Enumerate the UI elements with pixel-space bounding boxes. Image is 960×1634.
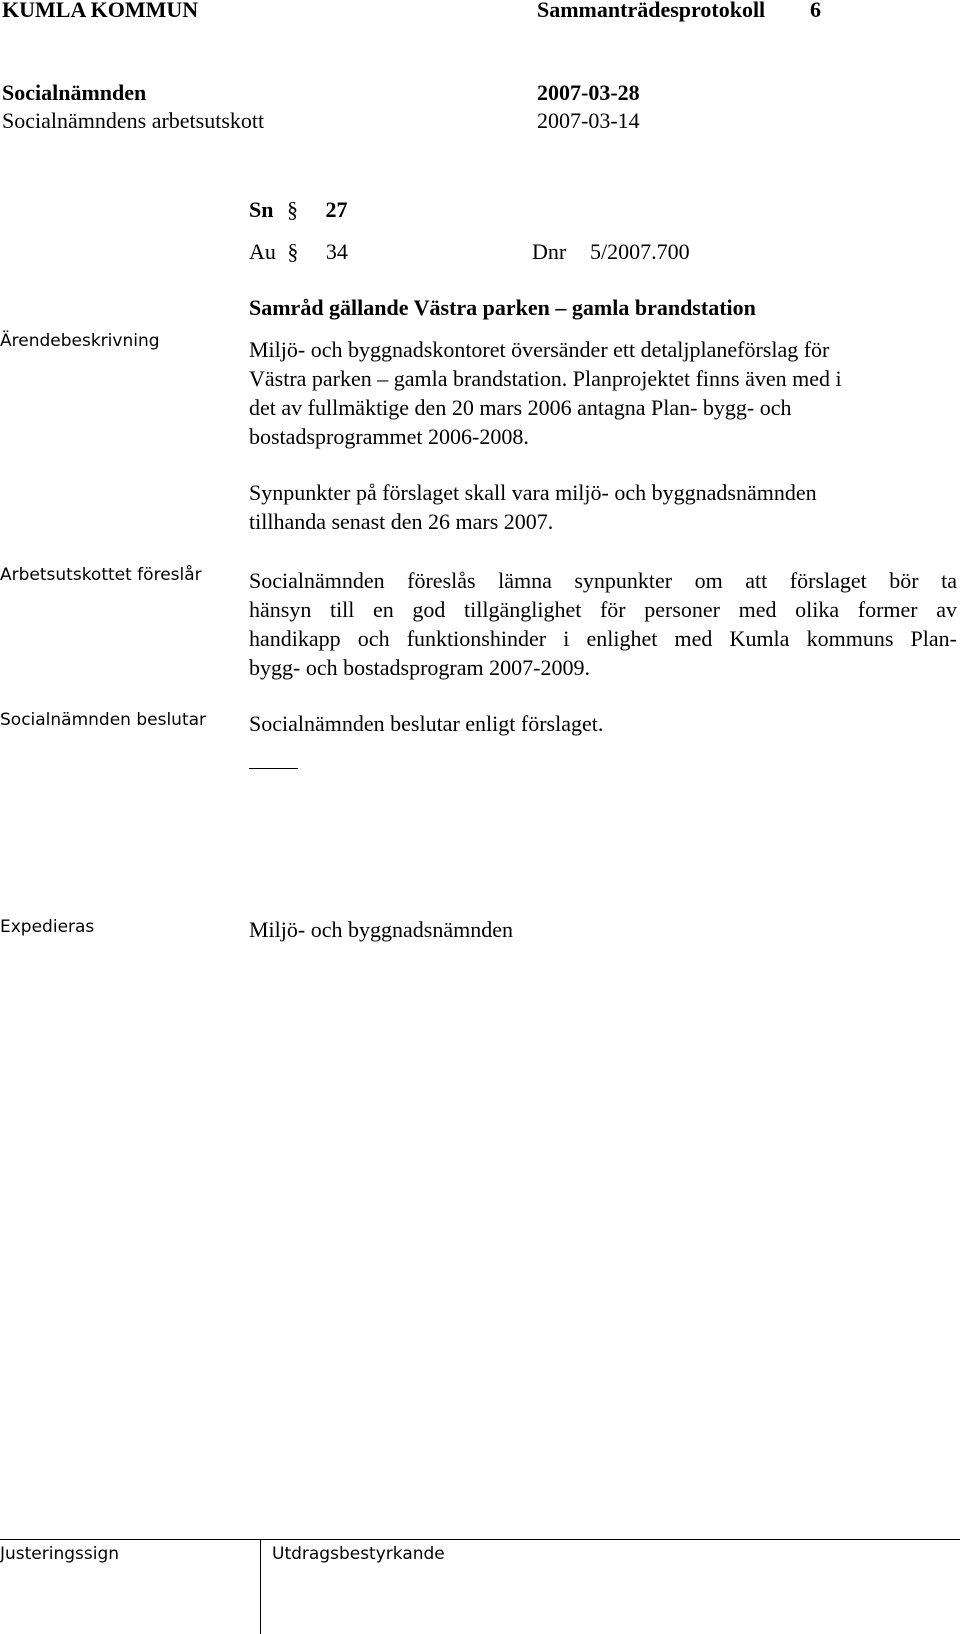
sn-number: 27 (325, 197, 348, 222)
expedieras-recipient: Miljö- och byggnadsnämnden (249, 917, 513, 942)
subcommittee-name: Socialnämndens arbetsutskott (2, 108, 265, 133)
arendebeskrivning-paragraph-1 (249, 335, 957, 451)
committee-date: 2007-03-28 (537, 80, 640, 105)
sn-label: Sn (249, 197, 274, 222)
footer-divider (0, 1539, 960, 1540)
paragraph-line: Miljö- och byggnadskontoret översänder ett detaljplaneförslag för (249, 337, 830, 362)
au-number: 34 (325, 239, 348, 264)
section-sign-au: § (287, 239, 299, 264)
section-label-arbetsutskottet: Arbetsutskottet föreslår (0, 565, 202, 585)
paragraph-line: bostadsprogrammet 2006-2008. (249, 424, 529, 449)
dnr-value: 5/2007.700 (590, 239, 690, 264)
paragraph-line: bygg- och bostadsprogram 2007-2009. (249, 655, 590, 680)
footer-column-divider (260, 1539, 261, 1634)
au-label: Au (249, 239, 276, 264)
section-label-arendebeskrivning: Ärendebeskrivning (0, 331, 160, 351)
paragraph-line: Synpunkter på förslaget skall vara miljö- och byggnadsnämnden (249, 480, 817, 505)
section-label-beslut: Socialnämnden beslutar (0, 710, 207, 730)
justering-label: Justeringssign (0, 1544, 120, 1564)
paragraph-line: Västra parken – gamla brandstation. Planprojektet finns även med i (249, 366, 842, 391)
divider-line (249, 768, 298, 769)
arendebeskrivning-paragraph-2 (249, 478, 957, 536)
subcommittee-date: 2007-03-14 (537, 108, 640, 133)
committee-name: Socialnämnden (2, 80, 147, 105)
section-sign: § (286, 197, 298, 222)
dnr-label: Dnr (532, 239, 567, 264)
arbetsutskottet-paragraph (249, 566, 957, 682)
sn-reference (249, 196, 347, 224)
paragraph-line: handikapp och funktionshinder i enlighet med Kumla kommuns Plan- (249, 626, 957, 651)
paragraph-line: tillhanda senast den 26 mars 2007. (249, 509, 554, 534)
municipality-name: KUMLA KOMMUN (2, 0, 199, 22)
page-number: 6 (810, 0, 821, 22)
section-label-expedieras: Expedieras (0, 917, 95, 937)
au-reference (249, 238, 348, 266)
paragraph-line: hänsyn till en god tillgänglighet för personer med olika former av (249, 597, 957, 622)
protocol-title: Sammanträdesprotokoll (537, 0, 766, 22)
case-title: Samråd gällande Västra parken – gamla brandstation (249, 295, 756, 320)
beslut-text: Socialnämnden beslutar enligt förslaget. (249, 711, 604, 736)
paragraph-line: Socialnämnden föreslås lämna synpunkter om att förslaget bör ta (249, 568, 957, 593)
utdrag-label: Utdragsbestyrkande (272, 1544, 445, 1564)
paragraph-line: det av fullmäktige den 20 mars 2006 antagna Plan- bygg- och (249, 395, 792, 420)
